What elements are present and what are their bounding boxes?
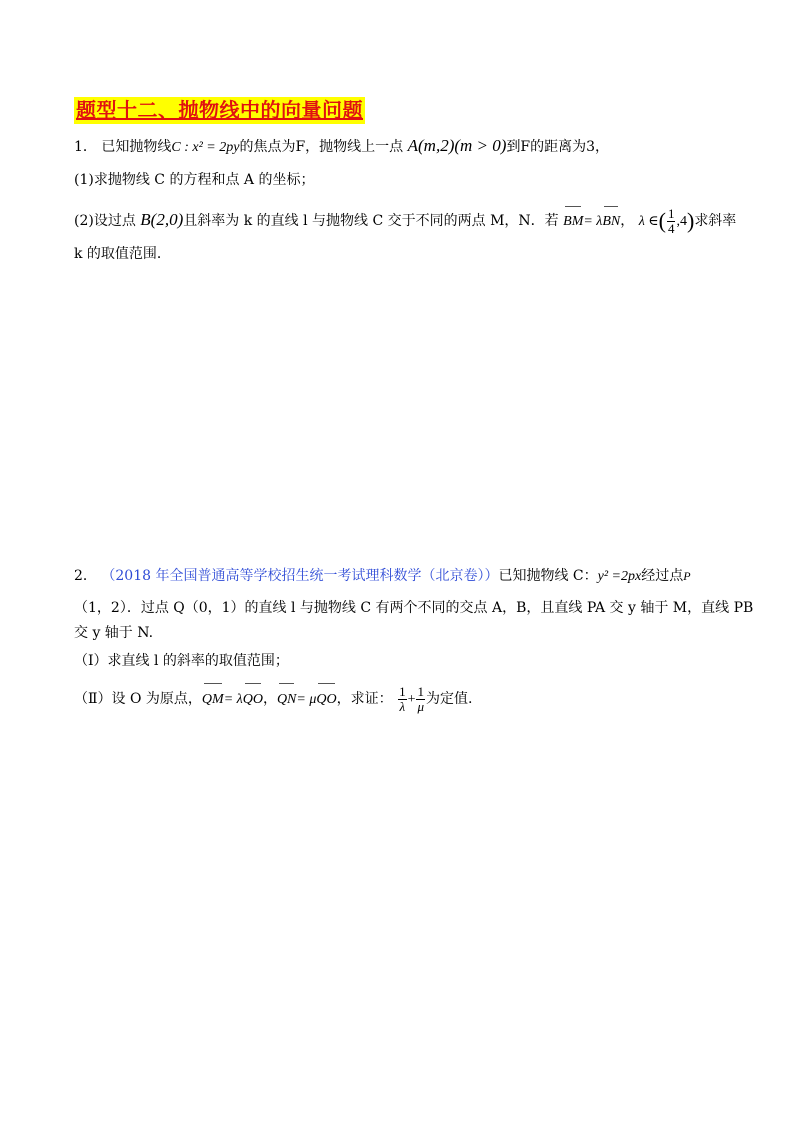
problem-2-line-2: （1，2）．过点 Q（0，1）的直线 l 与抛物线 C 有两个不同的交点 A，B，且直线 PA 交 y 轴于 M，直线 PB xyxy=(74,600,754,616)
vector-bm: BM xyxy=(563,208,583,236)
problem-2-intro: 已知抛物线 C： xyxy=(498,568,598,584)
equals-lambda: = λ xyxy=(583,214,603,229)
fraction-1-denominator: λ xyxy=(399,698,406,714)
problem-2-intro-b: 经过点 xyxy=(641,568,684,584)
problem-1-part-2-continued: k 的取值范围． xyxy=(74,246,171,262)
problem-1-part-2 xyxy=(74,206,736,236)
problem-2-part-2 xyxy=(74,684,472,715)
fraction-numerator: 1 xyxy=(667,205,675,221)
close-paren: ) xyxy=(686,208,695,233)
problem-1-point-a: A(m,2) xyxy=(407,136,455,155)
lambda-in: λ ∈ xyxy=(638,214,659,229)
problem-2-point-p: P xyxy=(683,569,691,583)
equals-lambda-2: = λ xyxy=(223,692,243,707)
open-paren: ( xyxy=(658,208,666,233)
problem-1-part-1: (1)求抛物线 C 的方程和点 A 的坐标； xyxy=(74,172,315,188)
vector-bn: BN xyxy=(602,208,620,236)
fraction-one-over-lambda xyxy=(398,685,407,714)
fraction-one-over-mu xyxy=(416,685,425,714)
problem-2-statement xyxy=(74,566,691,587)
problem-1-point-b: B(2,0) xyxy=(140,210,184,229)
page-title: 题型十二、抛物线中的向量问题 xyxy=(76,98,363,122)
problem-2-part-2-lead: （Ⅱ）设 O 为原点， xyxy=(74,691,202,707)
problem-2-prove: ，求证： xyxy=(336,691,393,707)
problem-1-distance-text: 到F的距离为3， xyxy=(506,139,610,155)
fraction-one-quarter xyxy=(667,207,676,236)
problem-1-part-2-tail: 求斜率 xyxy=(694,213,737,229)
problem-2-end: 为定值. xyxy=(425,691,473,707)
problem-2-separator: ， xyxy=(262,691,277,707)
problem-1-curve: C : x² = 2py xyxy=(171,140,240,155)
vector-qo-1: QO xyxy=(243,685,263,715)
problem-2-source: （2018 年全国普通高等学校招生统一考试理科数学（北京卷）） xyxy=(101,568,499,584)
problem-1-focus-text: 的焦点为F，抛物线上一点 xyxy=(239,139,404,155)
vector-qm: QM xyxy=(202,685,224,715)
problem-1-condition: (m > 0) xyxy=(454,136,507,155)
problem-1-comma: ， xyxy=(620,213,635,229)
problem-1-part-2-body: 且斜率为 k 的直线 l 与抛物线 C 交于不同的两点 M，N．若 xyxy=(183,213,559,229)
fraction-2-numerator: 1 xyxy=(417,683,424,699)
plus-sign: + xyxy=(407,692,416,707)
range-end: ,4 xyxy=(676,214,687,229)
fraction-1-numerator: 1 xyxy=(399,683,406,699)
problem-1-number: 1． xyxy=(74,139,97,155)
problem-2-part-1: （Ⅰ）求直线 l 的斜率的取值范围； xyxy=(74,653,289,669)
problem-2-curve: y² =2px xyxy=(597,569,642,584)
equals-mu: = μ xyxy=(296,692,317,707)
problem-2-number: 2． xyxy=(74,568,97,584)
fraction-denominator: 4 xyxy=(667,220,675,236)
problem-1-intro: 已知抛物线 xyxy=(101,139,172,155)
vector-qo-2: QO xyxy=(316,685,336,715)
vector-qn: QN xyxy=(277,685,296,715)
fraction-2-denominator: μ xyxy=(417,698,424,714)
problem-1-part-2-lead: (2)设过点 xyxy=(74,213,136,229)
problem-2-line-3: 交 y 轴于 N. xyxy=(74,625,154,641)
problem-1-statement xyxy=(74,136,609,158)
